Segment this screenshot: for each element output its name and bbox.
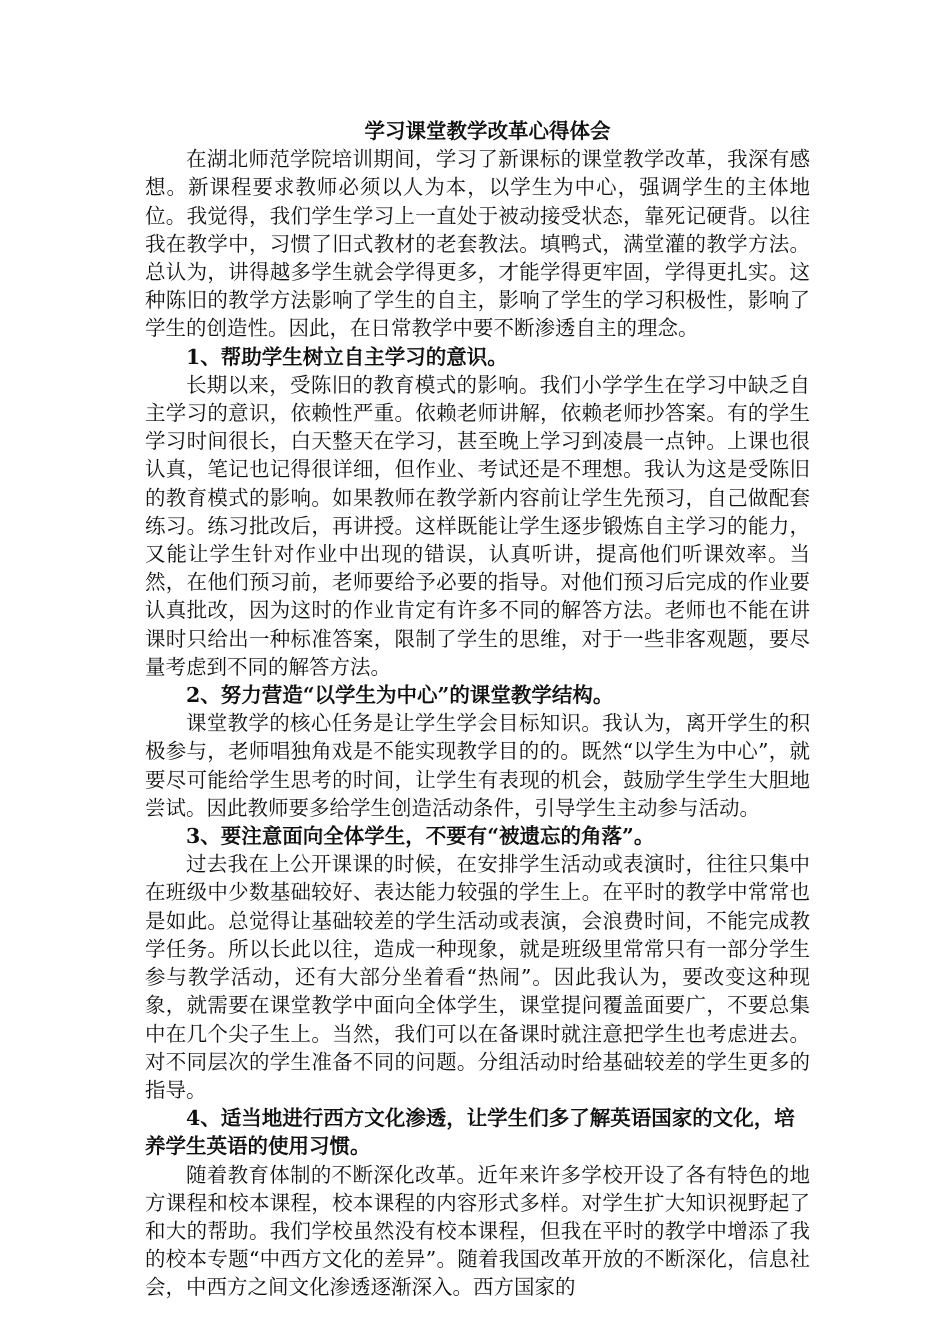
section-body-4: 随着教育体制的不断深化改革。近年来许多学校开设了各有特色的地方课程和校本课程，校本课程的内容形式多样。对学生扩大知识视野起了和大的帮助。我们学校虽然没有校本课程，但我在平时的教学中增添了我的校本专题“中西方文化的差异”。随着我国改革开放的不断深化，信息社会，中西方之间文化渗透逐渐深入。西方国家的	[145, 1162, 810, 1300]
section-heading-2: 2、努力营造“以学生为中心”的课堂教学结构。	[186, 683, 614, 708]
section-body-2: 课堂教学的核心任务是让学生学会目标知识。我认为，离开学生的积极参与，老师唱独角戏是不能实现教学目的的。既然“以学生为中心”，就要尽可能给学生思考的时间，让学生有表现的机会，鼓励学生学生大胆地尝试。因此教师要多给学生创造活动条件，引导学生主动参与活动。	[145, 711, 810, 820]
document-body	[145, 117, 810, 1302]
section-heading-4: 4、适当地进行西方文化渗透，让学生们多了解英语国家的文化，培养学生英语的使用习惯。	[145, 1106, 795, 1159]
section-body-3: 过去我在上公开课课的时候，在安排学生活动或表演时，往往只集中在班级中少数基础较好、表达能力较强的学生上。在平时的教学中常常也是如此。总觉得让基础较差的学生活动或表演，会浪费时间，不能完成教学任务。所以长此以往，造成一种现象，就是班级里常常只有一部分学生参与教学活动，还有大部分坐着看“热闹”。因此我认为，要改变这种现象，就需要在课堂教学中面向全体学生，课堂提问覆盖面要广，不要总集中在几个尖子生上。当然，我们可以在备课时就注意把学生也考虑进去。对不同层次的学生准备不同的问题。分组活动时给基础较差的学生更多的指导。	[145, 852, 810, 1102]
section-heading-3: 3、要注意面向全体学生，不要有“被遗忘的角落”。	[186, 824, 655, 849]
section-body-1: 长期以来，受陈旧的教育模式的影响。我们小学学生在学习中缺乏自主学习的意识，依赖性严重。依赖老师讲解，依赖老师抄答案。有的学生学习时间很长，白天整天在学习，甚至晚上学习到凌晨一点钟。上课也很认真，笔记也记得很详细，但作业、考试还是不理想。我认为这是受陈旧的教育模式的影响。如果教师在教学新内容前让学生先预习，自己做配套练习。练习批改后，再讲授。这样既能让学生逐步锻炼自主学习的能力，又能让学生针对作业中出现的错误，认真听讲，提高他们听课效率。当然，在他们预习前，老师要给予必要的指导。对他们预习后完成的作业要认真批改，因为这时的作业肯定有许多不同的解答方法。老师也不能在讲课时只给出一种标准答案，限制了学生的思维，对于一些非客观题，要尽量考虑到不同的解答方法。	[145, 372, 810, 679]
intro-paragraph: 在湖北师范学院培训期间，学习了新课标的课堂教学改革，我深有感想。新课程要求教师必须以人为本，以学生为中心，强调学生的主体地位。我觉得，我们学生学习上一直处于被动接受状态，靠死记硬背。以往我在教学中，习惯了旧式教材的老套教法。填鸭式，满堂灌的教学方法。总认为，讲得越多学生就会学得更多，才能学得更牢固，学得更扎实。这种陈旧的教学方法影响了学生的自主，影响了学生的学习积极性，影响了学生的创造性。因此，在日常教学中要不断渗透自主的理念。	[145, 147, 810, 341]
section-heading-1: 1、帮助学生树立自主学习的意识。	[186, 344, 508, 369]
document-title: 学习课堂教学改革心得体会	[364, 119, 611, 143]
